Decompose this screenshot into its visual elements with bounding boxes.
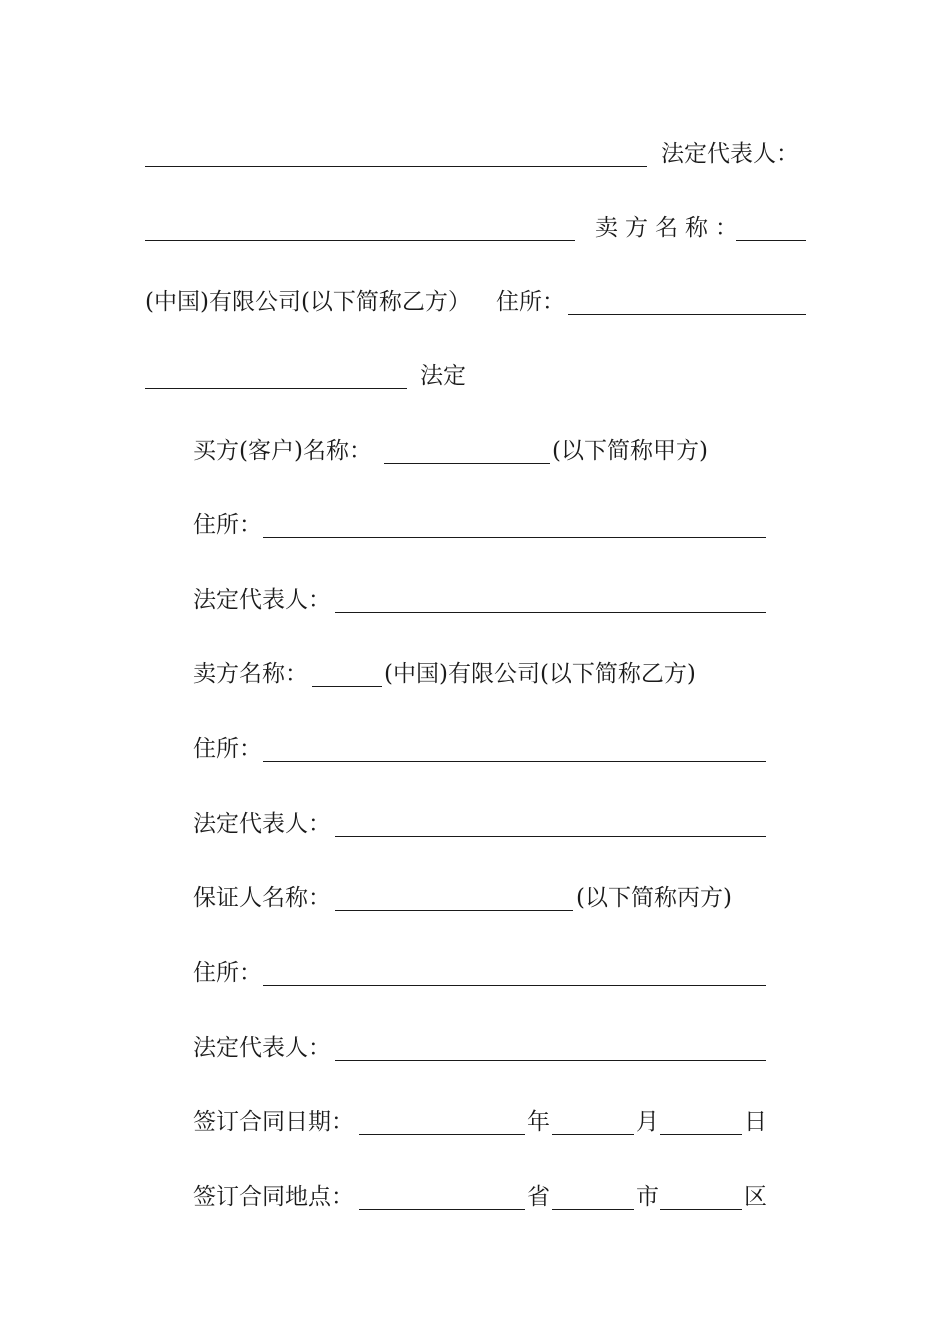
province-label: 省 [527, 1184, 550, 1210]
blank-field[interactable] [145, 208, 575, 248]
buyer-name-label: 买方(客户)名称： [193, 438, 372, 464]
buyer-name-suffix: (以下简称甲方) [552, 438, 708, 464]
seller-name-label: 卖方名称： [595, 215, 745, 241]
guarantor-name-label: 保证人名称： [193, 885, 331, 911]
month-label: 月 [636, 1109, 659, 1135]
buyer-rep-label: 法定代表人： [193, 587, 331, 613]
guarantor-name-suffix: (以下简称丙方) [576, 885, 732, 911]
province-field[interactable] [359, 1177, 525, 1217]
district-label: 区 [744, 1184, 767, 1210]
buyer-rep-line [0, 580, 950, 620]
day-field[interactable] [660, 1102, 742, 1142]
top-line-1 [0, 134, 950, 174]
signing-date-line [0, 1102, 950, 1142]
seller-address-field[interactable] [263, 729, 766, 769]
city-field[interactable] [552, 1177, 634, 1217]
seller-rep-field[interactable] [335, 804, 766, 844]
blank-field[interactable] [145, 356, 407, 396]
guarantor-address-field[interactable] [263, 953, 766, 993]
blank-field[interactable] [568, 282, 806, 322]
buyer-address-label: 住所： [193, 512, 262, 538]
signing-date-label: 签订合同日期： [193, 1109, 354, 1135]
guarantor-rep-field[interactable] [335, 1028, 766, 1068]
top-line-2 [0, 208, 950, 248]
seller-address-label: 住所： [193, 736, 262, 762]
day-label: 日 [744, 1109, 767, 1135]
buyer-name-field[interactable] [384, 431, 550, 471]
seller-name-line [0, 654, 950, 694]
guarantor-rep-label: 法定代表人： [193, 1035, 331, 1061]
seller-name-suffix: (中国)有限公司(以下简称乙方) [384, 661, 696, 687]
buyer-address-line [0, 505, 950, 545]
legal-label-fragment: 法定 [420, 363, 466, 389]
guarantor-address-label: 住所： [193, 960, 262, 986]
address-label: 住所： [496, 289, 565, 315]
seller-company-text: (中国)有限公司(以下简称乙方） [145, 289, 471, 315]
guarantor-name-field[interactable] [335, 878, 573, 918]
buyer-name-line [0, 431, 950, 471]
seller-rep-label: 法定代表人： [193, 811, 331, 837]
guarantor-address-line [0, 953, 950, 993]
top-line-4 [0, 356, 950, 396]
seller-address-line [0, 729, 950, 769]
blank-field[interactable] [736, 208, 806, 248]
seller-name-field[interactable] [312, 654, 382, 694]
signing-place-label: 签订合同地点： [193, 1184, 354, 1210]
seller-name-label: 卖方名称： [193, 661, 308, 687]
district-field[interactable] [660, 1177, 742, 1217]
guarantor-rep-line [0, 1028, 950, 1068]
signing-place-line [0, 1177, 950, 1217]
buyer-address-field[interactable] [263, 505, 766, 545]
top-line-3 [0, 282, 950, 322]
city-label: 市 [636, 1184, 659, 1210]
blank-field[interactable] [145, 134, 647, 174]
guarantor-name-line [0, 878, 950, 918]
legal-rep-label: 法定代表人： [661, 141, 799, 167]
buyer-rep-field[interactable] [335, 580, 766, 620]
year-field[interactable] [359, 1102, 525, 1142]
seller-rep-line [0, 804, 950, 844]
year-label: 年 [527, 1109, 550, 1135]
month-field[interactable] [552, 1102, 634, 1142]
